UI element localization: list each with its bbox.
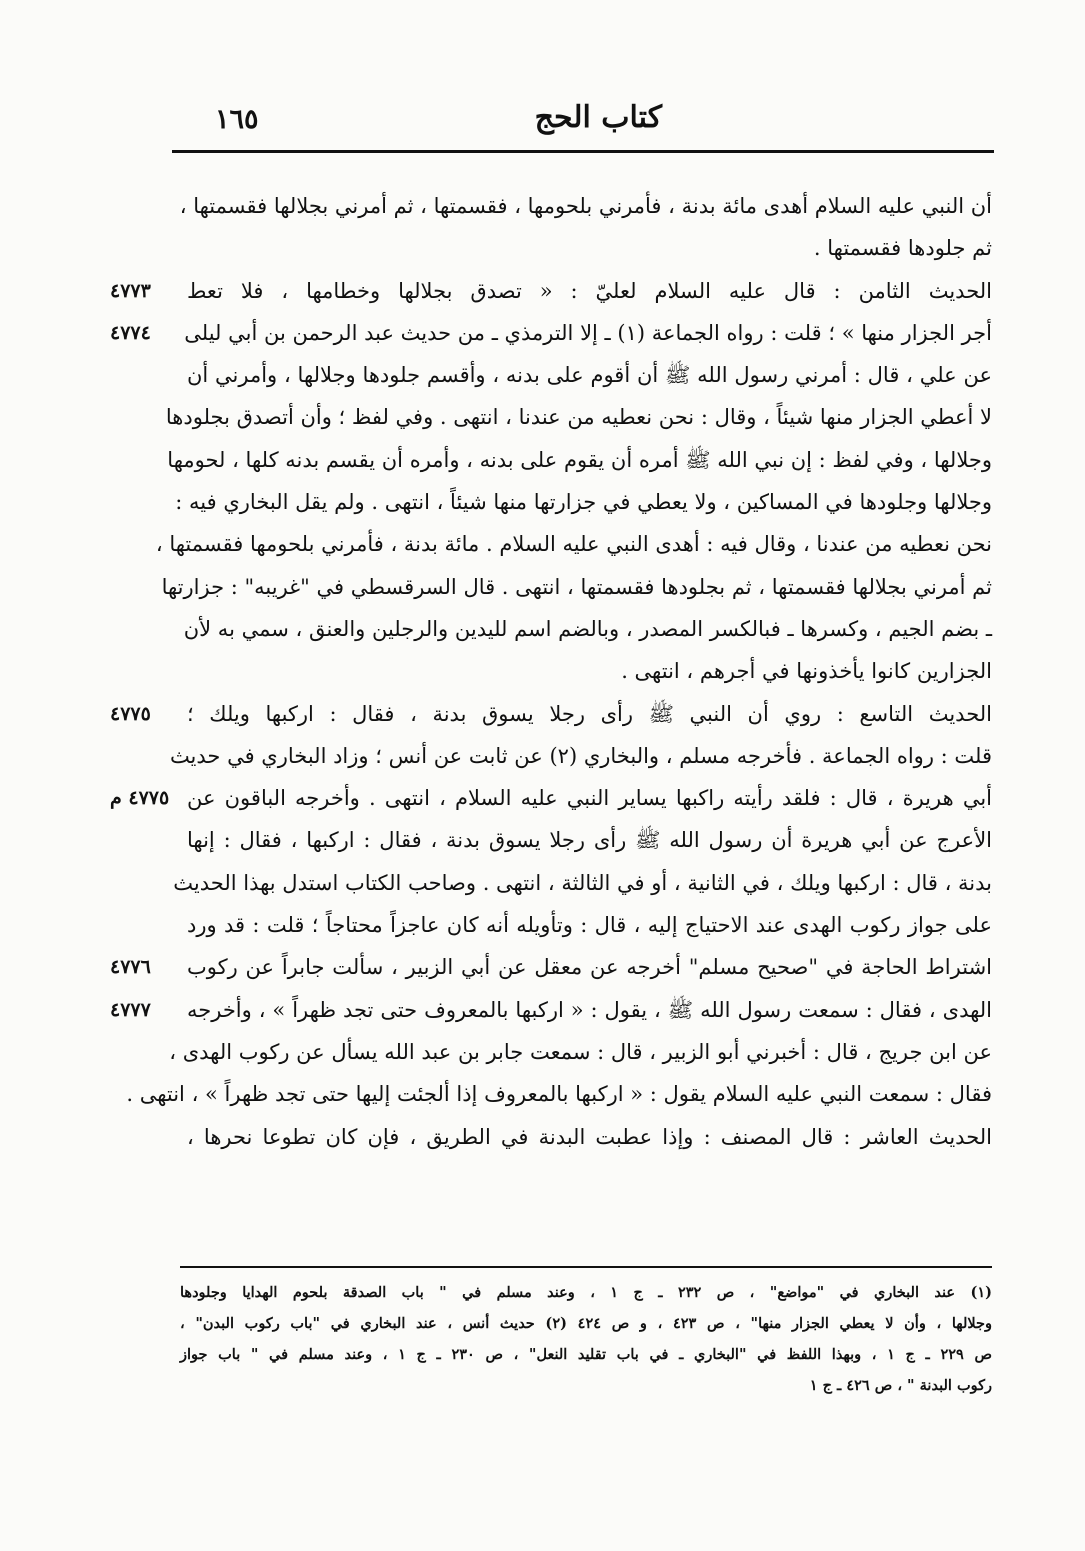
line-text: ثم جلودها فقسمتها . [813,236,992,261]
line-text: على جواز ركوب الهدى عند الاحتياج إليه ، قال : وتأويله أنه كان عاجزاً محتاجاً ؛ قلت : قد ورد [187,913,992,938]
line-text: عن علي ، قال : أمرني رسول الله ﷺ أن أقوم على بدنه ، وأقسم جلودها وجلالها ، وأمرني أن [187,363,992,388]
text-line [110,523,992,565]
text-line [110,312,992,354]
header-rule [172,150,994,153]
line-text: الحديث الثامن : قال عليه السلام لعليّ : « تصدق بجلالها وخطامها ، فلا تعط [187,278,992,303]
line-text: أجر الجزار منها » ؛ قلت : رواه الجماعة (١) ـ إلا الترمذي ـ من حديث عبد الرحمن بن أبي ليلى [184,320,992,345]
line-text: أن النبي عليه السلام أهدى مائة بدنة ، فأمرني بلحومها ، فقسمتها ، ثم أمرني بجلالها فقسمتها ، [179,194,992,218]
line-text: الحديث التاسع : روي أن النبي ﷺ رأى رجلا يسوق بدنة ، فقال : اركبها ويلك ؛ [187,701,992,726]
text-line [110,1073,992,1115]
line-text: عن ابن جريج ، قال : أخبرني أبو الزبير ، قال : سمعت جابر بن عبد الله يسأل عن ركوب الهدى ، [169,1039,992,1064]
line-text: ثم أمرني بجلالها فقسمتها ، ثم بجلودها فقسمتها ، انتهى . قال السرقسطي في "غريبه" : جزارتها [161,574,992,599]
line-text: الجزارين كانوا يأخذونها في أجرهم ، انتهى . [621,659,992,684]
line-text: الأعرج عن أبي هريرة أن رسول الله ﷺ رأى رجلا يسوق بدنة ، فقال : اركبها ، فقال : إنها [187,828,992,853]
running-header [175,96,992,148]
footnotes [180,1278,992,1402]
footnote-line: (١) عند البخاري في "مواضع" ، ص ٢٣٢ ـ ج ١ ، وعند مسلم في " باب الصدقة بلحوم الهدايا وجلودها [180,1284,992,1301]
hadith-number: ٤٧٧٧ [110,998,151,1021]
text-line [110,946,992,988]
hadith-number: ٤٧٧٥ [110,702,151,725]
text-line [110,270,992,312]
line-text: وجلالها ، وفي لفظ : إن نبي الله ﷺ أمره أن يقوم على بدنه ، وأمره أن يقسم بدنه كلها ، لحومها [167,447,992,472]
page-number: ١٦٥ [215,104,259,135]
footnote-rule [180,1266,992,1268]
text-line [110,989,992,1031]
main-text [110,185,992,1158]
text-line [110,481,992,523]
text-line [110,650,992,692]
line-text: الحديث العاشر : قال المصنف : وإذا عطبت البدنة في الطريق ، فإن كان تطوعا نحرها ، [187,1124,992,1149]
line-text: لا أعطي الجزار منها شيئاً ، وقال : نحن نعطيه من عندنا ، انتهى . وفي لفظ ؛ وأن أتصدق بجلودها [165,405,992,430]
chapter-title: كتاب الحج [534,100,662,135]
text-line [110,566,992,608]
text-line [110,904,992,946]
footnote-line: ص ٢٢٩ ـ ج ١ ، وبهذا اللفظ في "البخاري ـ في باب تقليد النعل" ، ص ٢٣٠ ـ ج ١ ، وعند مسلم في " باب جواز [180,1346,992,1363]
line-text: اشتراط الحاجة في "صحيح مسلم" أخرجه عن معقل عن أبي الزبير ، سألت جابراً عن ركوب [187,955,992,980]
footnote-line: ركوب البدنة " ، ص ٤٢٦ ـ ج ١ [809,1377,992,1394]
hadith-number: ٤٧٧٥ م [110,787,170,810]
line-text: بدنة ، قال : اركبها ويلك ، في الثانية ، أو في الثالثة ، انتهى . وصاحب الكتاب استدل بهذا الحديث [173,870,992,895]
text-line [110,693,992,735]
line-text: قلت : رواه الجماعة . فأخرجه مسلم ، والبخاري (٢) عن ثابت عن أنس ؛ وزاد البخاري في حديث [169,743,992,768]
text-line [110,1116,992,1158]
text-line [110,862,992,904]
hadith-number: ٤٧٧٣ [110,279,151,302]
hadith-number: ٤٧٧٤ [110,321,151,344]
text-line [110,439,992,481]
text-line [110,185,992,227]
line-text: أبي هريرة ، قال : فلقد رأيته راكبها يساير النبي عليه السلام ، انتهى . وأخرجه الباقون عن [187,786,992,811]
text-line [110,819,992,861]
line-text: ـ بضم الجيم ، وكسرها ـ فبالكسر المصدر ، وبالضم اسم لليدين والرجلين والعنق ، سمي به لأن [183,616,992,641]
text-line [110,608,992,650]
text-line [110,1031,992,1073]
hadith-number: ٤٧٧٦ [110,956,151,979]
footnote-line: وجلالها ، وأن لا يعطي الجزار منها" ، ص ٤٢٣ ، و ص ٤٢٤ (٢) حديث أنس ، عند البخاري في "باب ركوب البدن" ، [180,1315,992,1332]
line-text: الهدى ، فقال : سمعت رسول الله ﷺ ، يقول : « اركبها بالمعروف حتى تجد ظهراً » ، وأخرجه [187,997,992,1022]
line-text: نحن نعطيه من عندنا ، وقال فيه : أهدى النبي عليه السلام . مائة بدنة ، فأمرني بلحومها فقسمتها ، [155,532,992,557]
text-line [110,396,992,438]
text-line [110,735,992,777]
text-line [110,777,992,819]
text-line [110,227,992,269]
line-text: فقال : سمعت النبي عليه السلام يقول : « اركبها بالمعروف إذا ألجئت إليها حتى تجد ظهراً » ، انتهى . [126,1082,992,1107]
line-text: وجلالها وجلودها في المساكين ، ولا يعطي في جزارتها منها شيئاً ، انتهى . ولم يقل البخاري فيه : [175,490,992,515]
text-line [110,354,992,396]
